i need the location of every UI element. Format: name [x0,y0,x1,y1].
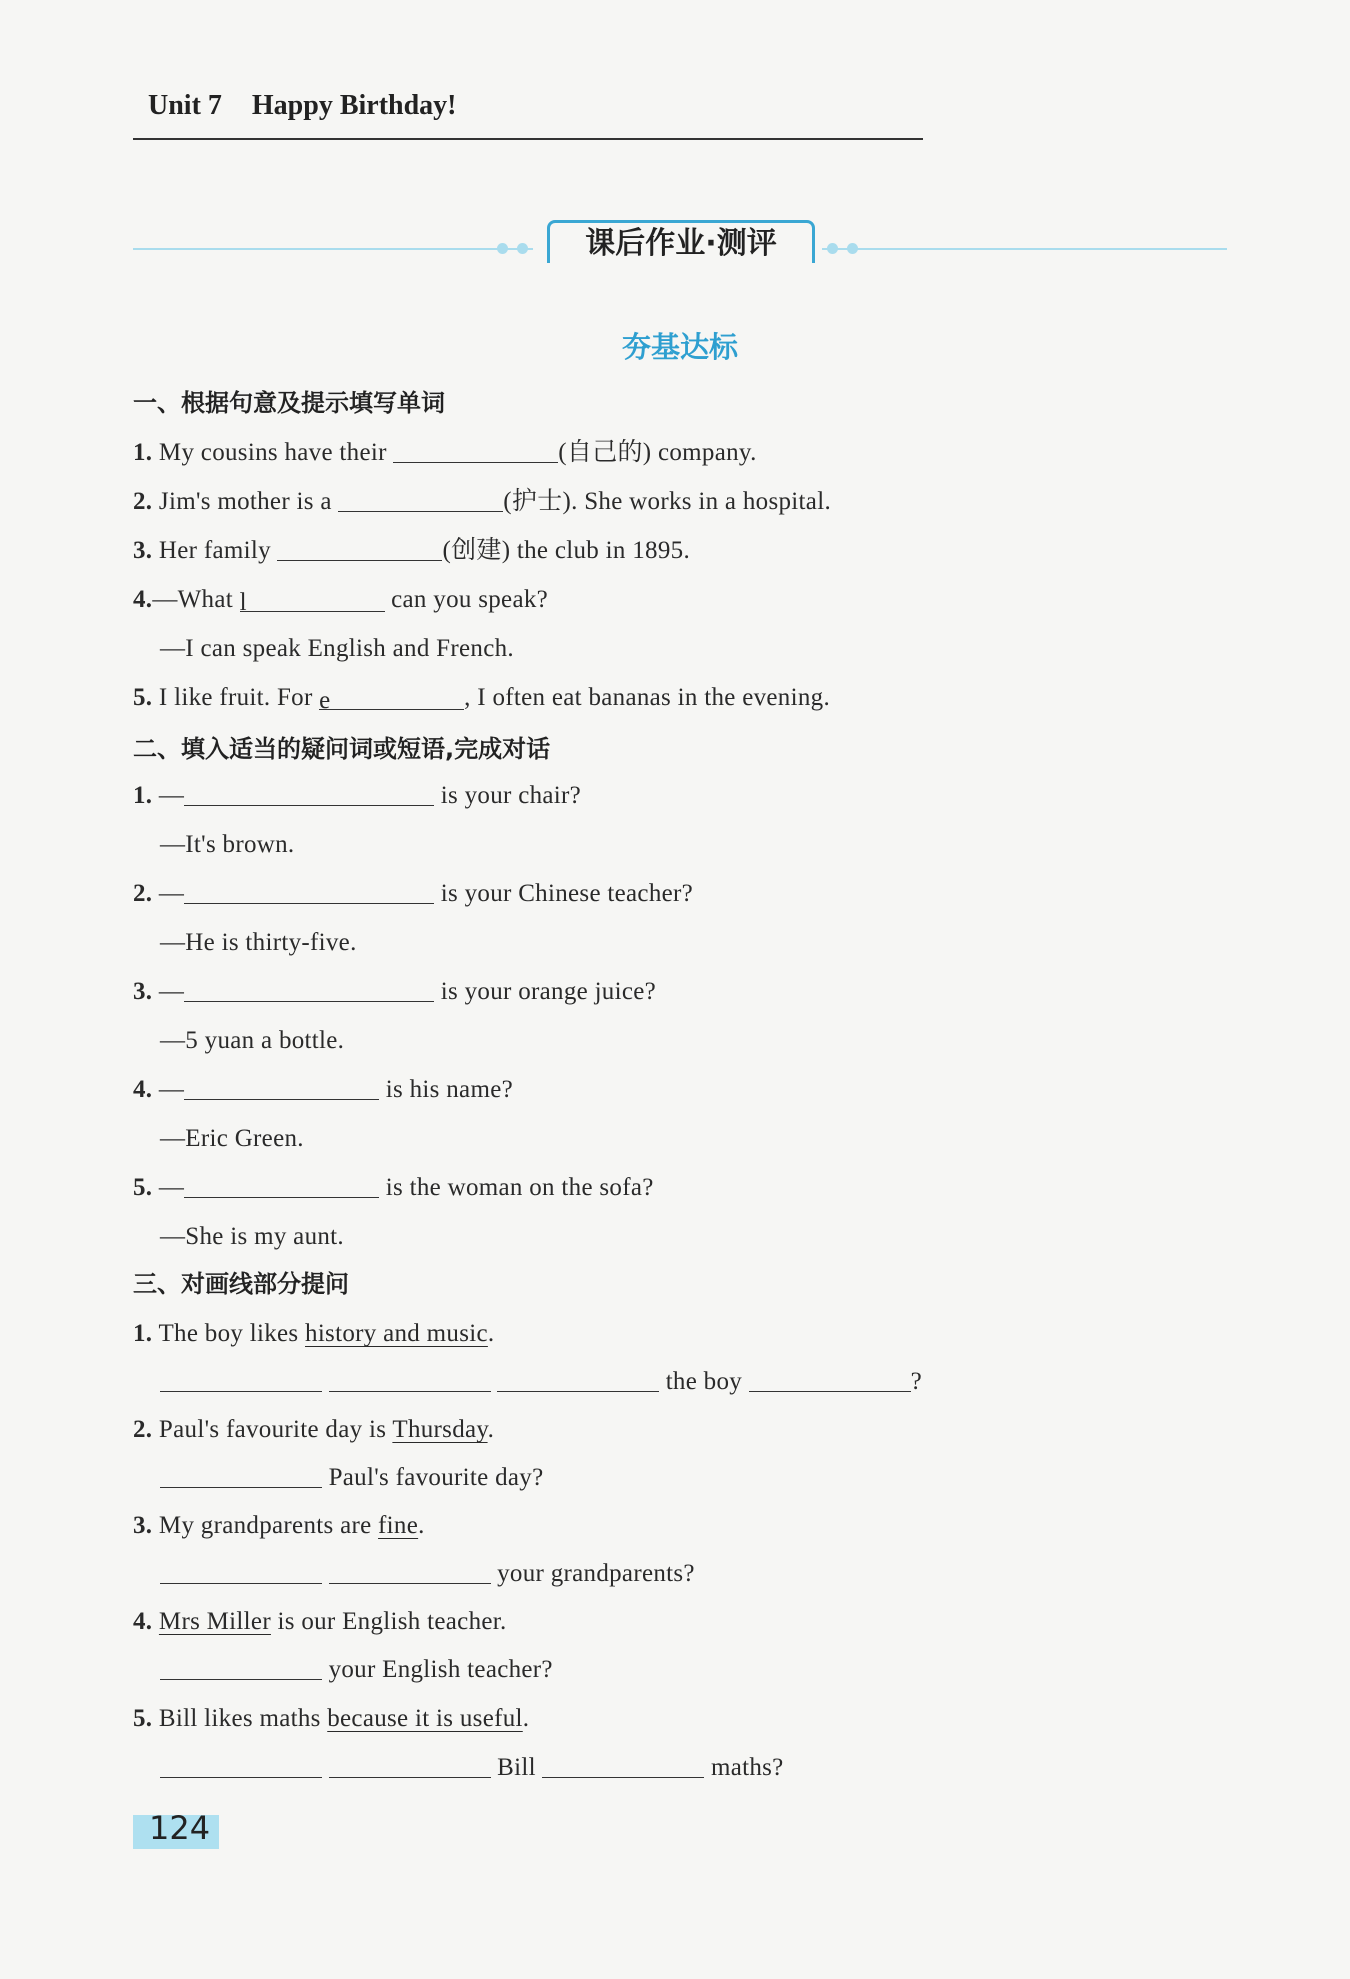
answer-blank[interactable] [393,438,558,463]
page-header [148,90,457,122]
reply-2-2: —He is thirty-five. [160,929,357,956]
underlined-part: fine [378,1512,419,1539]
answer-3-2: Paul's favourite day? [160,1462,543,1494]
answer-blank[interactable] [497,1367,659,1392]
question-2-1: 1. — is your chair? [133,782,582,809]
question-2-5: 5. — is the woman on the sofa? [133,1174,654,1201]
answer-blank[interactable] [184,781,434,806]
section-heading-1: 一、根据句意及提示填写单词 [133,389,445,417]
answer-blank[interactable] [329,1753,491,1778]
underlined-part: Thursday [392,1416,488,1443]
question-3-4: 4. Mrs Miller is our English teacher. [133,1608,507,1635]
question-3-2: 2. Paul's favourite day is Thursday. [133,1416,495,1443]
question-3-3: 3. My grandparents are fine. [133,1512,425,1539]
question-1-1: 1. My cousins have their (自己的) company. [133,439,757,466]
question-2-2: 2. — is your Chinese teacher? [133,880,694,907]
section-banner: 课后作业·测评 [547,220,815,263]
reply-1-4: —I can speak English and French. [160,635,514,662]
unit-title: Happy Birthday! [251,90,457,121]
reply-2-4: —Eric Green. [160,1125,304,1152]
answer-3-4: your English teacher? [160,1654,553,1686]
underlined-part: Mrs Miller [158,1608,271,1635]
answer-blank[interactable] [329,1367,491,1392]
answer-blank[interactable] [160,1367,322,1392]
answer-blank[interactable] [160,1463,322,1488]
question-1-2: 2. Jim's mother is a (护士). She works in a hospital. [133,488,831,515]
answer-blank[interactable] [542,1753,704,1778]
answer-blank[interactable] [749,1367,911,1392]
question-2-3: 3. — is your orange juice? [133,978,657,1005]
section-heading-3: 三、对画线部分提问 [133,1270,349,1298]
question-2-4: 4. — is his name? [133,1076,513,1103]
underlined-part: because it is useful [327,1705,523,1732]
question-1-3: 3. Her family (创建) the club in 1895. [133,537,690,564]
question-3-1: 1. The boy likes history and music. [133,1320,495,1347]
question-1-5: 5. I like fruit. For e , I often eat bananas in the evening. [133,684,830,714]
answer-3-3: your grandparents? [160,1558,695,1590]
answer-blank[interactable] [160,1559,322,1584]
answer-blank[interactable] [160,1753,322,1778]
answer-blank[interactable]: e [319,685,464,710]
answer-blank[interactable] [338,487,503,512]
answer-blank[interactable] [184,977,434,1002]
answer-blank[interactable] [160,1655,322,1680]
subtitle: 夯基达标 [621,330,738,364]
answer-blank[interactable] [184,879,434,904]
page-number-badge [133,1809,219,1849]
section-heading-2: 二、填入适当的疑问词或短语,完成对话 [133,735,551,763]
answer-blank[interactable] [184,1075,379,1100]
page-number: 124 [149,1809,211,1847]
answer-blank[interactable] [329,1559,491,1584]
question-3-5: 5. Bill likes maths because it is useful. [133,1705,530,1732]
underlined-part: history and music [305,1320,488,1347]
answer-3-1: the boy ? [160,1366,922,1398]
unit-label: Unit 7 [148,90,222,121]
reply-2-5: —She is my aunt. [160,1223,344,1250]
answer-blank[interactable] [277,536,442,561]
banner-dot [497,243,508,254]
question-1-4: 4.—What l can you speak? [133,586,549,616]
reply-2-1: —It's brown. [160,831,295,858]
header-rule [133,138,923,140]
answer-3-5: Bill maths? [160,1752,784,1784]
answer-blank[interactable]: l [240,587,385,612]
reply-2-3: —5 yuan a bottle. [160,1027,345,1054]
banner-line-right [822,248,1227,250]
banner-line-left [133,248,533,250]
answer-blank[interactable] [184,1173,379,1198]
banner-dot [517,243,528,254]
